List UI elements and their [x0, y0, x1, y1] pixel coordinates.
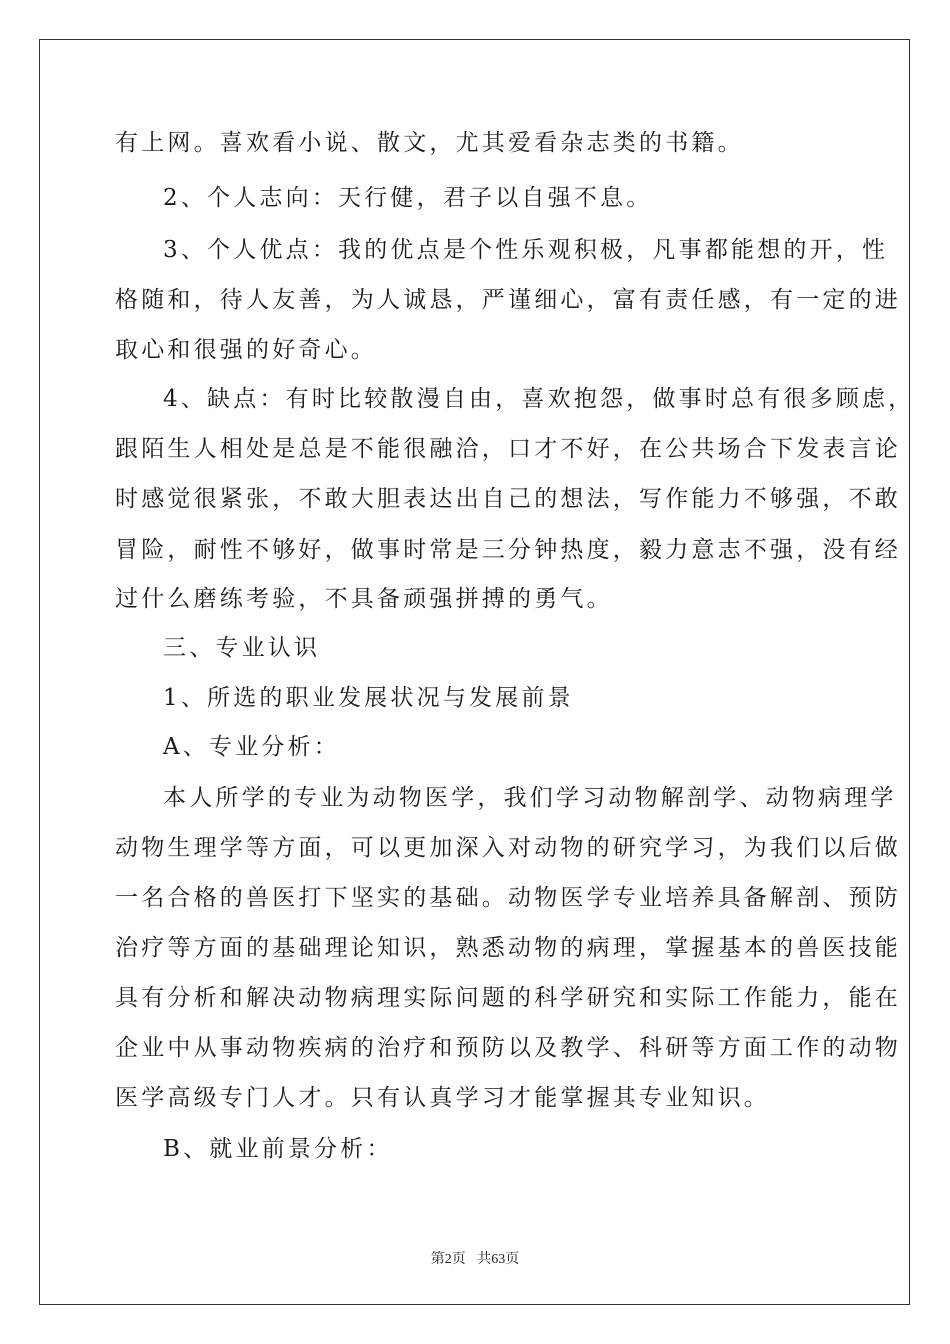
text-line: 4、缺点：有时比较散漫自由，喜欢抱怨，做事时总有很多顾虑， — [163, 386, 915, 412]
text-line: 格随和，待人友善，为人诚恳，严谨细心，富有责任感，有一定的进 — [115, 287, 901, 313]
subheading: A、专业分析： — [163, 734, 341, 760]
text-line: 有上网。喜欢看小说、散文，尤其爱看杂志类的书籍。 — [115, 130, 744, 156]
text-line: 2、个人志向：天行健，君子以自强不息。 — [163, 185, 653, 211]
text-line: 治疗等方面的基础理论知识，熟悉动物的病理，掌握基本的兽医技能 — [115, 935, 901, 961]
page-footer — [0, 1248, 950, 1268]
page-total: 共63页 — [477, 1252, 520, 1267]
text-line: 具有分析和解决动物病理实际问题的科学研究和实际工作能力，能在 — [115, 985, 901, 1011]
text-line: 时感觉很紧张，不敢大胆表达出自己的想法，写作能力不够强，不敢 — [115, 486, 901, 512]
subheading: B、就业前景分析： — [163, 1136, 393, 1162]
page-border — [39, 39, 910, 1305]
text-line: 取心和很强的好奇心。 — [115, 337, 377, 363]
text-line: 1、所选的职业发展状况与发展前景 — [163, 685, 574, 711]
text-line: 企业中从事动物疾病的治疗和预防以及教学、科研等方面工作的动物 — [115, 1035, 901, 1061]
page-number: 第2页 — [430, 1252, 466, 1267]
text-line: 本人所学的专业为动物医学，我们学习动物解剖学、动物病理学 — [163, 785, 897, 811]
text-line: 一名合格的兽医打下坚实的基础。动物医学专业培养具备解剖、预防 — [115, 885, 901, 911]
text-line: 冒险，耐性不够好，做事时常是三分钟热度，毅力意志不强，没有经 — [115, 537, 901, 563]
text-line: 跟陌生人相处是总是不能很融洽，口才不好，在公共场合下发表言论 — [115, 436, 901, 462]
text-line: 动物生理学等方面，可以更加深入对动物的研究学习，为我们以后做 — [115, 835, 901, 861]
text-line: 医学高级专门人才。只有认真学习才能掌握其专业知识。 — [115, 1085, 770, 1111]
section-heading: 三、专业认识 — [163, 635, 321, 661]
text-line: 3、个人优点：我的优点是个性乐观积极，凡事都能想的开，性 — [163, 237, 889, 263]
text-line: 过什么磨练考验，不具备顽强拼搏的勇气。 — [115, 586, 613, 612]
